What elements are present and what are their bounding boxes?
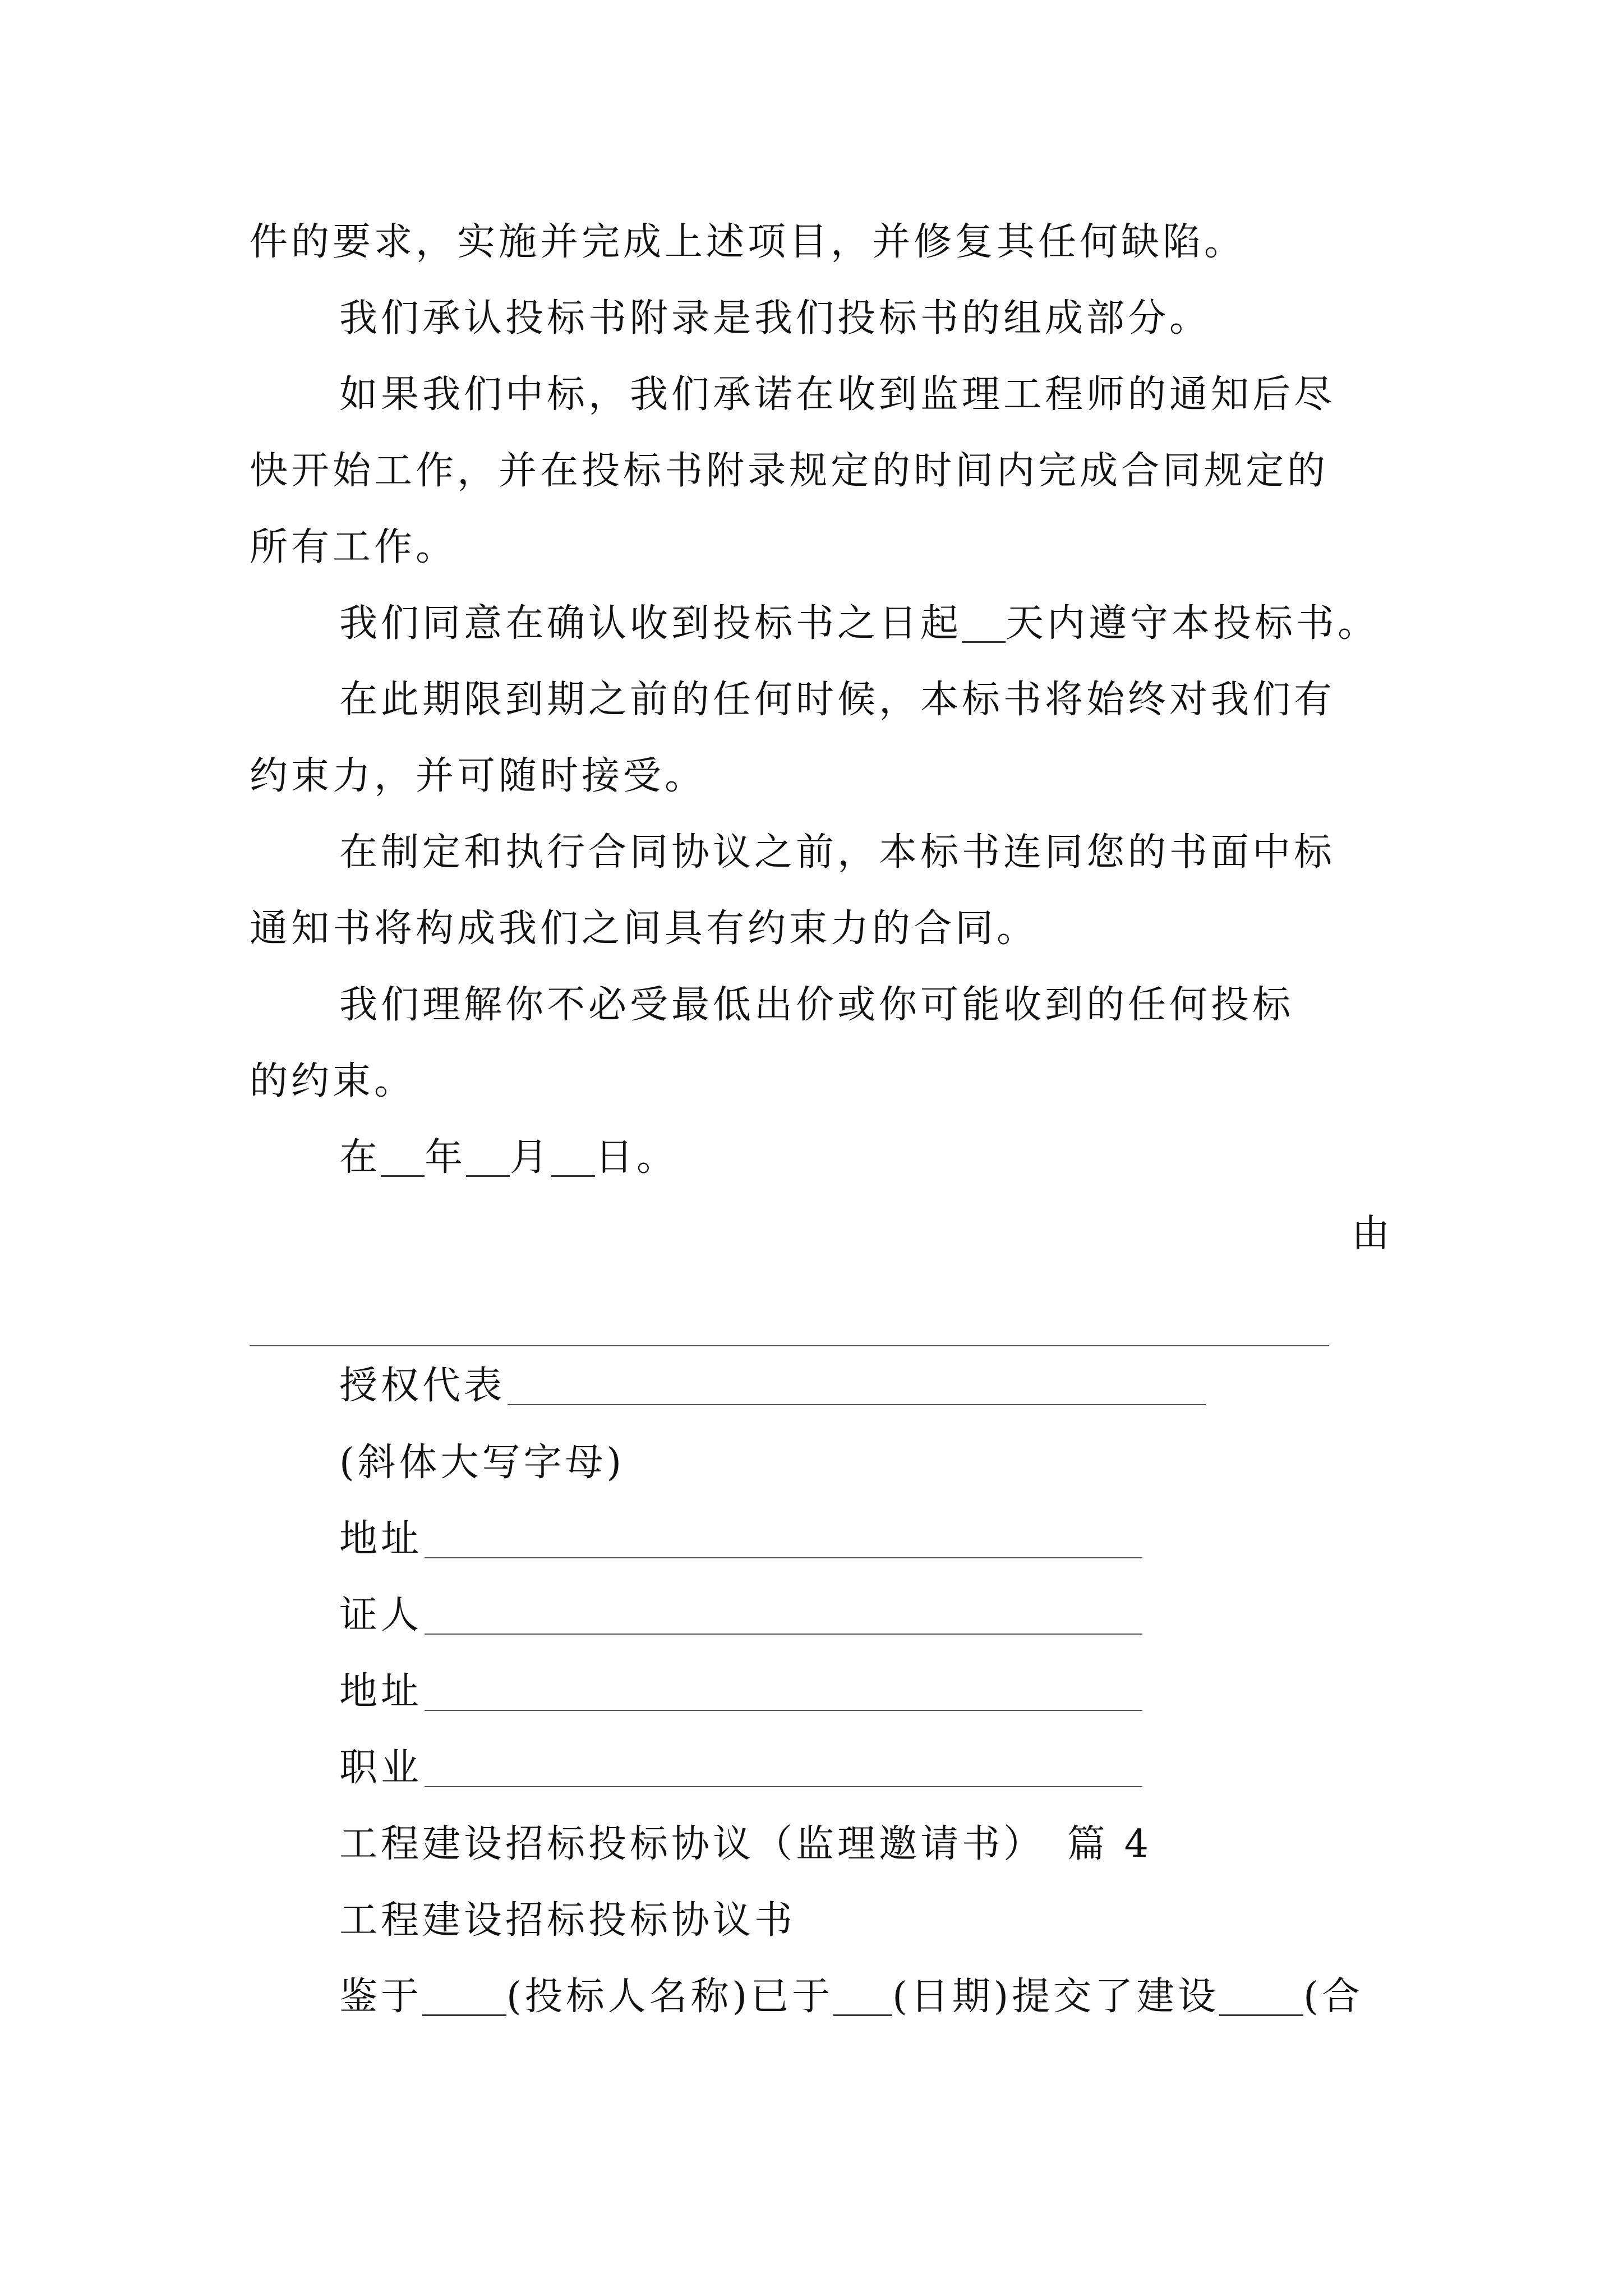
signature-field xyxy=(339,1364,1206,1408)
text-fragment: 年 xyxy=(425,1135,467,1180)
paragraph-line xyxy=(339,601,1380,646)
paragraph-line: 我们承认投标书附录是我们投标书的组成部分。 xyxy=(339,296,1211,341)
paragraph-line: 的约束。 xyxy=(250,1059,416,1103)
paragraph-line: 快开始工作，并在投标书附录规定的时间内完成合同规定的 xyxy=(250,449,1329,493)
paragraph-line: 通知书将构成我们之间具有约束力的合同。 xyxy=(250,907,1039,951)
text-fragment: (合 xyxy=(1303,1975,1363,2019)
fill-line xyxy=(425,1754,1142,1787)
text-fragment: (投标人名称)已于 xyxy=(506,1975,834,2019)
paragraph-line xyxy=(339,1975,1363,2019)
field-label: 证人 xyxy=(339,1593,423,1637)
day-blank xyxy=(551,1143,595,1177)
fill-line xyxy=(425,1601,1142,1635)
text-fragment: 我们同意在确认收到投标书之日起 xyxy=(339,601,962,646)
text-fragment: 日。 xyxy=(595,1135,679,1180)
field-label: 职业 xyxy=(339,1746,423,1790)
note-line: (斜体大写字母) xyxy=(339,1441,625,1485)
text-fragment: 天内遵守本投标书。 xyxy=(1006,601,1380,646)
field-label: 地址 xyxy=(339,1517,423,1561)
text-fragment: (日期)提交了建设 xyxy=(892,1975,1220,2019)
address-field xyxy=(339,1517,1142,1561)
paragraph-line: 如果我们中标，我们承诺在收到监理工程师的通知后尽 xyxy=(339,372,1336,417)
fill-in-blank xyxy=(962,609,1006,643)
paragraph-line: 所有工作。 xyxy=(250,525,458,569)
month-blank xyxy=(466,1143,510,1177)
section-subtitle: 工程建设招标投标协议书 xyxy=(339,1898,796,1943)
paragraph-line: 我们理解你不必受最低出价或你可能收到的任何投标 xyxy=(339,983,1294,1027)
date-line xyxy=(339,1135,679,1180)
paragraph-line: 约束力，并可随时接受。 xyxy=(250,754,707,798)
paragraph-line: 在此期限到期之前的任何时候，本标书将始终对我们有 xyxy=(339,678,1336,722)
signature-line xyxy=(508,1372,1206,1405)
paragraph-line: 件的要求，实施并完成上述项目，并修复其任何缺陷。 xyxy=(250,220,1246,264)
text-fragment: 鉴于 xyxy=(339,1975,423,2019)
field-label: 地址 xyxy=(339,1669,423,1714)
field-label: 授权代表 xyxy=(339,1364,506,1408)
date-blank xyxy=(833,1982,892,2016)
text-fragment: 月 xyxy=(510,1135,552,1180)
bidder-name-blank xyxy=(422,1982,506,2016)
address-field xyxy=(339,1669,1142,1714)
fill-line xyxy=(425,1525,1142,1558)
text-fragment: 在 xyxy=(339,1135,381,1180)
occupation-field xyxy=(339,1746,1142,1790)
witness-field xyxy=(339,1593,1142,1637)
signature-divider xyxy=(250,1345,1329,1346)
by-label: 由 xyxy=(1352,1212,1390,1256)
paragraph-line: 在制定和执行合同协议之前，本标书连同您的书面中标 xyxy=(339,830,1336,875)
year-blank xyxy=(381,1143,425,1177)
project-blank xyxy=(1219,1982,1303,2016)
fill-line xyxy=(425,1677,1142,1711)
section-title: 工程建设招标投标协议（监理邀请书） 篇 4 xyxy=(339,1822,1152,1866)
